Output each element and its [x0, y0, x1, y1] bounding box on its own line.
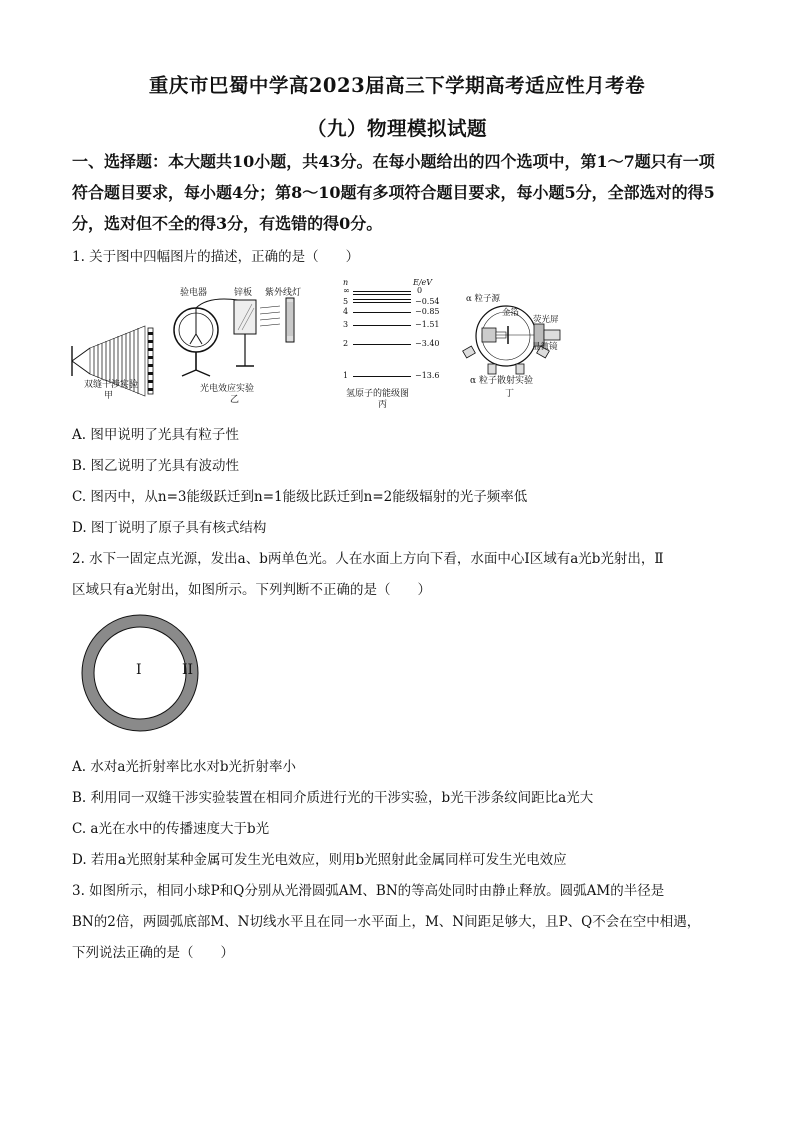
energy-level-row	[343, 307, 443, 317]
fig-yi-label-electroscope: 验电器	[180, 288, 208, 298]
level-line	[353, 325, 411, 326]
fig-ding-label-source: α 粒子源	[466, 294, 500, 304]
region-1-label: I	[136, 662, 142, 678]
q2-option-a: A. 水对a光折射率比水对b光折射率小	[72, 759, 297, 775]
level-e: 0	[417, 286, 423, 295]
level-line	[353, 302, 411, 303]
q2-stem-line1: 2. 水下一固定点光源，发出a、b两单色光。人在水面上方向下看，水面中心Ⅰ区域有a光b光射出，Ⅱ	[72, 551, 664, 567]
level-e: −0.85	[415, 307, 440, 316]
zinc-plate	[234, 300, 256, 366]
level-e: −13.6	[415, 371, 440, 380]
level-e: −0.54	[415, 297, 440, 306]
fig-bing-e-label: E/eV	[413, 278, 433, 287]
level-n: 1	[343, 371, 349, 380]
q2-option-b: B. 利用同一双缝干涉实验装置在相同介质进行光的干涉实验，b光干涉条纹间距比a光大	[72, 790, 594, 806]
uv-lamp	[286, 298, 294, 342]
q3-line1: 3. 如图所示，相同小球P和Q分别从光滑圆弧AM、BN的等高处同时由静止释放。圆弧AM的半径是	[72, 883, 665, 899]
q2-option-c: C. a光在水中的传播速度大于b光	[72, 821, 270, 837]
level-n: 4	[343, 307, 349, 316]
level-line	[353, 291, 411, 292]
fig-yi-label-zinc: 锌板	[234, 288, 253, 298]
energy-level-row	[343, 320, 443, 330]
q2-option-d: D. 若用a光照射某种金属可发生光电效应，则用b光照射此金属同样可发生光电效应	[72, 852, 567, 868]
fig-jia-caption: 双缝干涉实验	[84, 380, 139, 390]
level-n: ∞	[343, 286, 350, 295]
fig-yi-label: 乙	[230, 395, 240, 405]
region-2-label: II	[182, 662, 194, 678]
electroscope	[174, 299, 238, 376]
section-line-2: 符合题目要求，每小题4分；第8～10题有多项符合题目要求，每小题5分，全部选对的得5	[72, 183, 715, 202]
fig-ding-label: 丁	[505, 389, 515, 399]
level-line	[353, 312, 411, 313]
level-e: −3.40	[415, 339, 440, 348]
level-e: −1.51	[415, 320, 440, 329]
fig-bing-label: 丙	[378, 400, 388, 410]
uv-rays	[260, 306, 280, 326]
fig-ding-caption: α 粒子散射实验	[470, 376, 533, 386]
section-instructions	[72, 146, 732, 239]
q1-option-b: B. 图乙说明了光具有波动性	[72, 458, 240, 474]
q3-line3: 下列说法正确的是（ ）	[72, 945, 234, 961]
figure-photoelectric	[168, 294, 318, 380]
q2-stem-line2: 区域只有a光射出，如图所示。下列判断不正确的是（ ）	[72, 582, 432, 598]
fig-ding-label-screen: 荧光屏	[533, 315, 559, 325]
fig-yi-label-uv-lamp: 紫外线灯	[265, 288, 302, 298]
q1-stem: 1. 关于图中四幅图片的描述，正确的是（ ）	[72, 249, 360, 265]
fig-ding-label-microscope: 显微镜	[532, 342, 558, 352]
fig-bing-n-label: n	[343, 278, 349, 287]
section-line-1: 一、选择题：本大题共10小题，共43分。在每小题给出的四个选项中，第1～7题只有一项	[72, 152, 715, 171]
level-n: 2	[343, 339, 349, 348]
energy-level-row	[343, 339, 443, 349]
paper-title-line2: （九）物理模拟试题	[306, 117, 487, 140]
fig-yi-caption: 光电效应实验	[200, 384, 255, 394]
q1-option-c: C. 图丙中，从n=3能级跃迁到n=1能级比跃迁到n=2能级辐射的光子频率低	[72, 489, 528, 505]
energy-level-row	[343, 371, 443, 381]
q3-line2: BN的2倍，两圆弧底部M、N切线水平且在同一水平面上，M、N间距足够大，且P、Q不会在空中相遇，	[72, 914, 701, 930]
q1-option-a: A. 图甲说明了光具有粒子性	[72, 427, 239, 443]
fig-jia-label: 甲	[104, 391, 114, 401]
level-n: 5	[343, 297, 349, 306]
fig-ding-label-foil: 金箔	[502, 308, 520, 318]
level-line	[353, 344, 411, 345]
level-n: 3	[343, 320, 349, 329]
fig-bing-caption: 氢原子的能级图	[346, 389, 410, 399]
energy-level-row	[343, 297, 443, 307]
paper-title-line1: 重庆市巴蜀中学高2023届高三下学期高考适应性月考卷	[148, 74, 646, 97]
q1-option-d: D. 图丁说明了原子具有核式结构	[72, 520, 267, 536]
section-line-3: 分，选对但不全的得3分，有选错的得0分。	[72, 214, 383, 233]
level-line	[353, 376, 411, 377]
